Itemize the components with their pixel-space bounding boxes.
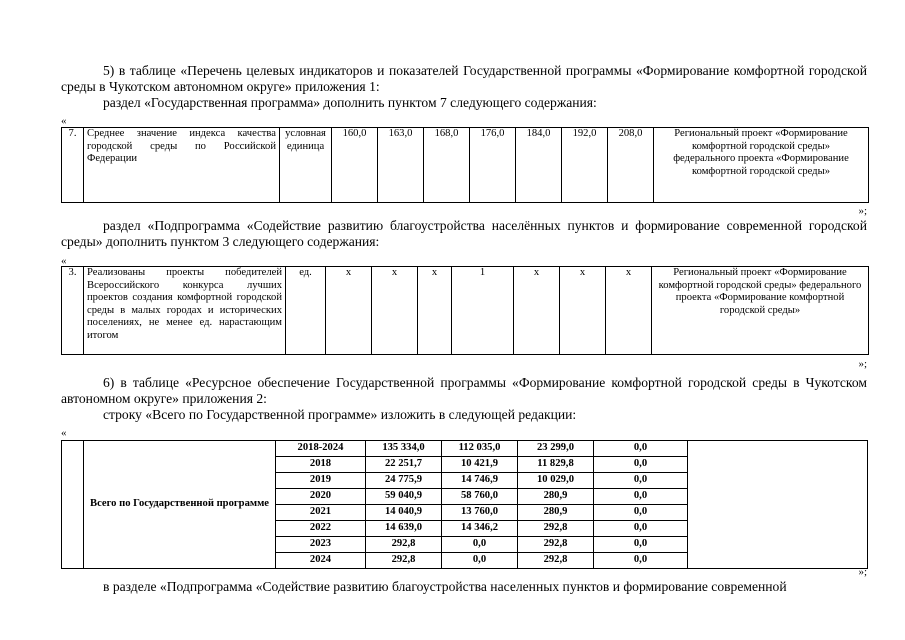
empty-cell bbox=[688, 441, 868, 569]
quote-close: »; bbox=[858, 566, 867, 578]
amount-cell: 0,0 bbox=[594, 441, 688, 457]
table-row bbox=[62, 128, 869, 203]
paragraph-item-5: 5) в таблице «Перечень целевых индикаторов и показателей Государственной программы «Формирование комфортной городской среды в Чукотском автономном округе» приложения 1: bbox=[61, 63, 867, 94]
value-cell: 208,0 bbox=[608, 128, 654, 203]
amount-cell: 22 251,7 bbox=[366, 457, 442, 473]
amount-cell: 135 334,0 bbox=[366, 441, 442, 457]
value-cell: х bbox=[418, 267, 452, 355]
paragraph-section-gp: раздел «Государственная программа» дополнить пунктом 7 следующего содержания: bbox=[103, 95, 597, 110]
value-cell: х bbox=[560, 267, 606, 355]
period-cell: 2023 bbox=[276, 537, 366, 553]
amount-cell: 292,8 bbox=[366, 553, 442, 569]
amount-cell: 280,9 bbox=[518, 489, 594, 505]
quote-open: « bbox=[61, 115, 67, 127]
amount-cell: 13 760,0 bbox=[442, 505, 518, 521]
row-number: 7. bbox=[62, 128, 84, 203]
amount-cell: 0,0 bbox=[594, 457, 688, 473]
amount-cell: 59 040,9 bbox=[366, 489, 442, 505]
amount-cell: 292,8 bbox=[366, 537, 442, 553]
paragraph-next-section: в разделе «Подпрограмма «Содействие развитию благоустройства населенных пунктов и формирование современной bbox=[103, 579, 787, 594]
amount-cell: 0,0 bbox=[594, 505, 688, 521]
quote-close: »; bbox=[858, 358, 867, 370]
amount-cell: 24 775,9 bbox=[366, 473, 442, 489]
amount-cell: 292,8 bbox=[518, 537, 594, 553]
amount-cell: 0,0 bbox=[594, 553, 688, 569]
amount-cell: 11 829,8 bbox=[518, 457, 594, 473]
indicator-name: Среднее значение индекса качества городской среды по Российской Федерации bbox=[84, 128, 280, 203]
amount-cell: 10 029,0 bbox=[518, 473, 594, 489]
value-cell: х bbox=[326, 267, 372, 355]
paragraph-section-subprogram: раздел «Подпрограмма «Содействие развитию благоустройства населённых пунктов и формирование современной городской среды» дополнить пунктом 3 следующего содержания: bbox=[61, 218, 867, 249]
period-cell: 2022 bbox=[276, 521, 366, 537]
value-cell: 160,0 bbox=[332, 128, 378, 203]
amount-cell: 14 040,9 bbox=[366, 505, 442, 521]
paragraph-item-6: 6) в таблице «Ресурсное обеспечение Государственной программы «Формирование комфортной городской среды в Чукотском автономном округе» приложения 2: bbox=[61, 375, 867, 406]
value-cell: х bbox=[514, 267, 560, 355]
table-row bbox=[62, 441, 868, 457]
period-cell: 2018 bbox=[276, 457, 366, 473]
empty-cell bbox=[62, 441, 84, 569]
amount-cell: 0,0 bbox=[594, 473, 688, 489]
amount-cell: 14 346,2 bbox=[442, 521, 518, 537]
period-cell: 2024 bbox=[276, 553, 366, 569]
amount-cell: 14 639,0 bbox=[366, 521, 442, 537]
value-cell: 1 bbox=[452, 267, 514, 355]
indicator-table-gp bbox=[61, 127, 869, 203]
resource-table bbox=[61, 440, 868, 569]
quote-close: »; bbox=[858, 205, 867, 217]
amount-cell: 0,0 bbox=[442, 537, 518, 553]
amount-cell: 0,0 bbox=[442, 553, 518, 569]
value-cell: х bbox=[606, 267, 652, 355]
source-project: Региональный проект «Формирование комфортной городской среды» федерального проекта «Формирование комфортной городской среды» bbox=[654, 128, 869, 203]
row-number: 3. bbox=[62, 267, 84, 355]
value-cell: 168,0 bbox=[424, 128, 470, 203]
total-label: Всего по Государственной программе bbox=[84, 441, 276, 569]
value-cell: х bbox=[372, 267, 418, 355]
paragraph-total-row: строку «Всего по Государственной программе» изложить в следующей редакции: bbox=[103, 407, 577, 422]
amount-cell: 10 421,9 bbox=[442, 457, 518, 473]
amount-cell: 292,8 bbox=[518, 521, 594, 537]
value-cell: 163,0 bbox=[378, 128, 424, 203]
quote-open: « bbox=[61, 255, 67, 267]
period-cell: 2020 bbox=[276, 489, 366, 505]
amount-cell: 0,0 bbox=[594, 489, 688, 505]
amount-cell: 112 035,0 bbox=[442, 441, 518, 457]
amount-cell: 292,8 bbox=[518, 553, 594, 569]
unit: ед. bbox=[286, 267, 326, 355]
amount-cell: 14 746,9 bbox=[442, 473, 518, 489]
unit: условная единица bbox=[280, 128, 332, 203]
period-cell: 2019 bbox=[276, 473, 366, 489]
amount-cell: 23 299,0 bbox=[518, 441, 594, 457]
indicator-name: Реализованы проекты победителей Всероссийского конкурса лучших проектов создания комфортной городской среды в малых городах и исторических поселениях, не менее ед. нарастающим итогом bbox=[84, 267, 286, 355]
indicator-table-subprogram bbox=[61, 266, 869, 355]
value-cell: 192,0 bbox=[562, 128, 608, 203]
period-cell: 2018-2024 bbox=[276, 441, 366, 457]
period-cell: 2021 bbox=[276, 505, 366, 521]
amount-cell: 0,0 bbox=[594, 537, 688, 553]
value-cell: 176,0 bbox=[470, 128, 516, 203]
amount-cell: 58 760,0 bbox=[442, 489, 518, 505]
amount-cell: 0,0 bbox=[594, 521, 688, 537]
amount-cell: 280,9 bbox=[518, 505, 594, 521]
quote-open: « bbox=[61, 427, 67, 439]
value-cell: 184,0 bbox=[516, 128, 562, 203]
source-project: Региональный проект «Формирование комфортной городской среды» федерального проекта «Формирование комфортной городской среды» bbox=[652, 267, 869, 355]
table-row bbox=[62, 267, 869, 355]
